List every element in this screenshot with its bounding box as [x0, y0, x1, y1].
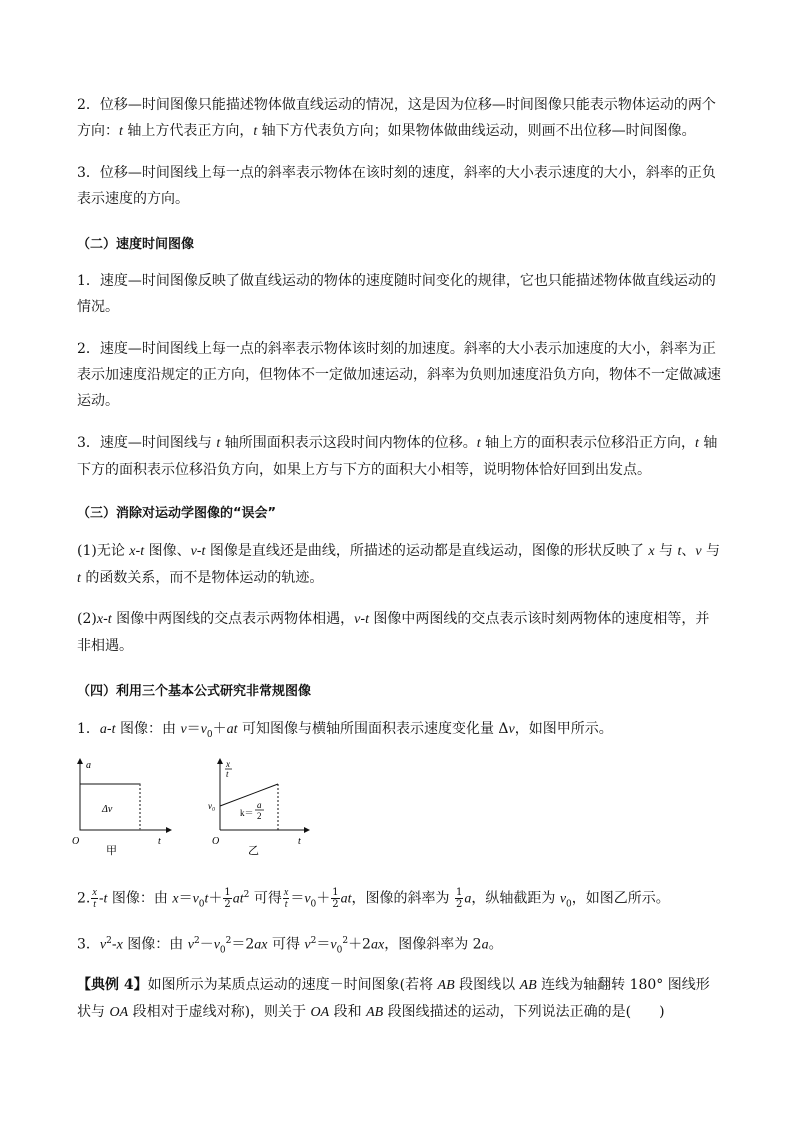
paragraph-v2x-graph: 3．$v^2-x$ 图像：由 $v^2-v_0^2=2ax$ 可得 $v^2=v_0^2+2ax$，图像斜率为 2a。 — [77, 936, 503, 956]
yi-origin: O — [212, 836, 220, 847]
heading-unusual-graphs: （四）利用三个基本公式研究非常规图像 — [77, 684, 312, 699]
jia-caption: 甲 — [106, 845, 117, 856]
heading-misconceptions: （三）消除对运动学图像的“误会” — [77, 506, 277, 521]
fraction-x-over-t: $\frac{x}{t}$ — [92, 887, 97, 911]
yi-y-label-den: t — [226, 769, 229, 779]
example-tag: 【典例 4】 — [77, 977, 148, 993]
figure-yi-xt-t-graph — [204, 756, 314, 856]
paragraph-xt-3: 3．位移—时间图线上每一点的斜率表示物体在该时刻的速度，斜率的大小表示速度的大小，斜率的正负表示速度的方向。 — [77, 165, 716, 207]
paragraph-misc-1: (1)无论 x-t 图像、v-t 图像是直线还是曲线，所描述的运动都是直线运动，图像的形状反映了 x 与 t、v 与 t 的函数关系，而不是物体运动的轨迹。 — [77, 543, 721, 586]
jia-x-label: t — [158, 836, 161, 847]
yi-intercept: v₀ — [208, 801, 216, 811]
paragraph-vt-2: 2．速度—时间图线上每一点的斜率表示物体该时刻的加速度。斜率的大小表示加速度的大小，斜率为正表示加速度沿规定的正方向，但物体不一定做加速运动，斜率为负则加速度沿负方向，物体不一定做减速运动。 — [77, 341, 721, 409]
fraction-one-half: $\frac{1}{2}$ — [224, 887, 231, 911]
heading-velocity-time: （二）速度时间图像 — [77, 237, 195, 252]
paragraph-xt-2: 2．位移—时间图像只能描述物体做直线运动的情况，这是因为位移—时间图像只能表示物体运动的两个方向：t 轴上方代表正方向，t 轴下方代表负方向；如果物体做曲线运动，则画不出位移—时间图像。 — [77, 97, 716, 139]
jia-area-label: Δv — [102, 804, 113, 815]
paragraph-misc-2: (2)x-t 图像中两图线的交点表示两物体相遇，v-t 图像中两图线的交点表示该时刻两物体的速度相等，并非相遇。 — [77, 611, 710, 654]
paragraph-at-graph: 1．a-t 图像：由 $v=v_0+at$ 可知图像与横轴所围面积表示速度变化量 Δv，如图甲所示。 — [77, 721, 613, 740]
jia-y-label: a — [86, 760, 91, 771]
example-4: 【典例 4】如图所示为某质点运动的速度－时间图象(若将 AB 段图线以 AB 连线为轴翻转 180° 图线形状与 OA 段相对于虚线对称)，则关于 OA 段和 AB 段图线描述的运动，下列说法正确的是( ) — [77, 977, 710, 1020]
yi-slope-k: k＝ — [240, 808, 254, 818]
paragraph-xt-t-graph: 2. $\frac{x}{t}$ -t 图像：由 $x=v_0t+$ $\frac{1}{2}$ $at^2$ 可得 $\frac{x}{t}$ $=v_0+$ $\frac{1}{2}$ at，图像的斜率为 $\frac{1}{2}$ a，纵轴截距为 $v_0$，如图乙所示。 — [77, 887, 670, 911]
fraction-one-half: $\frac{1}{2}$ — [455, 887, 463, 911]
paragraph-vt-1: 1．速度—时间图像反映了做直线运动的物体的速度随时间变化的规律，它也只能描述物体做直线运动的情况。 — [77, 273, 716, 315]
yi-caption: 乙 — [248, 845, 259, 856]
jia-origin: O — [72, 836, 80, 847]
fraction-one-half: $\frac{1}{2}$ — [332, 887, 339, 911]
fraction-x-over-t: $\frac{x}{t}$ — [283, 887, 289, 911]
yi-slope-num: a — [257, 800, 262, 810]
figure-jia-at-graph — [66, 756, 176, 856]
paragraph-vt-3: 3．速度—时间图线与 t 轴所围面积表示这段时间内物体的位移。t 轴上方的面积表示位移沿正方向，t 轴下方的面积表示位移沿负方向，如果上方与下方的面积大小相等，说明物体恰好回到出发点。 — [77, 435, 718, 478]
yi-x-label: t — [298, 836, 301, 847]
yi-slope-den: 2 — [257, 811, 262, 821]
yi-y-label-num: x — [226, 759, 230, 769]
